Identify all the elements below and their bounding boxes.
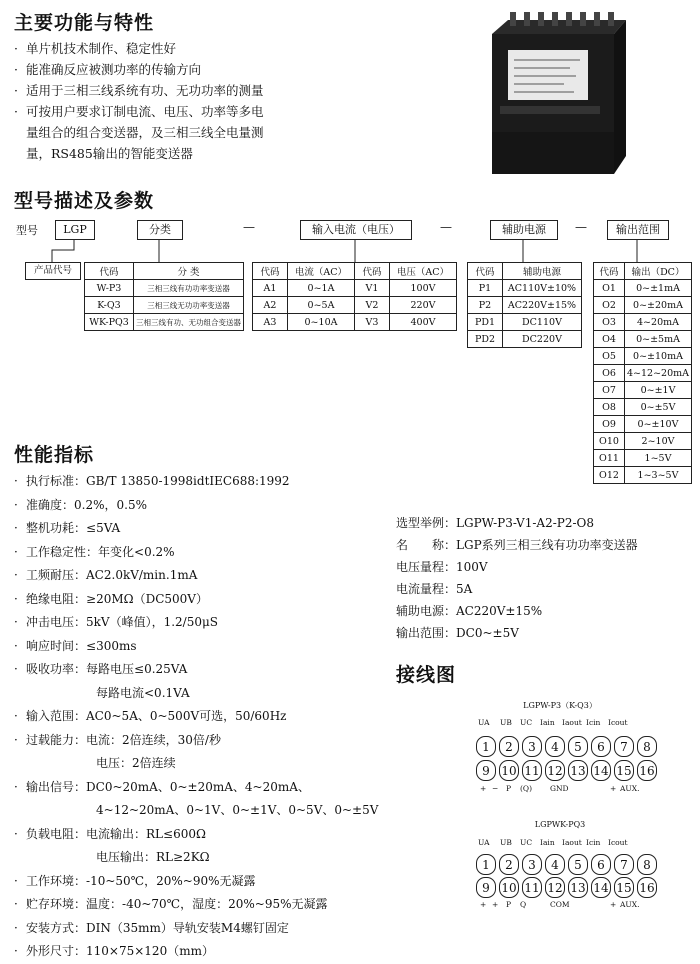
terminal: 5 [568,736,588,757]
terminal: 6 [591,736,611,757]
separator-dash: — [243,220,255,234]
terminal: 14 [591,760,611,781]
terminal-row-bottom [476,877,660,898]
feature-item: · 单片机技术制作、稳定性好 [14,41,177,56]
selection-item: 选型举例：LGPW-P3-V1-A2-P2-O8 [396,516,594,530]
terminal: 12 [545,760,565,781]
terminal: 10 [499,877,519,898]
separator-dash: — [440,220,452,234]
terminal: 8 [637,736,657,757]
separator-dash: — [575,220,587,234]
terminal-top-labels: UA UB UC Iain Iaout Icin Icout [478,718,628,727]
selection-example [396,512,696,644]
table-row: A2 0~5A V2 220V [253,297,457,314]
terminal: 14 [591,877,611,898]
table-row: O7 0~±1V [594,382,692,399]
table-row: O3 4~20mA [594,314,692,331]
terminal-row-bottom [476,760,660,781]
perf-item: · 绝缘电阻：≥20MΩ（DC500V） [14,591,208,606]
selection-item: 电流量程：5A [396,582,473,596]
model-box-lgp: LGP [55,220,95,240]
perf-item: · 输出信号：DC0~20mA、0~±20mA、4~20mA、 [14,779,310,794]
table-row: A3 0~10A V3 400V [253,314,457,331]
terminal-row-top [476,854,660,875]
table-row: W-P3 三相三线有功功率变送器 [85,280,244,297]
input-table: 代码 电流（AC） 代码 电压（AC） A1 0~1A V1 100V A2 0~5A V2 220V A3 0~10A V3 400V [252,262,457,331]
class-table: 代码 分 类 W-P3 三相三线有功功率变送器 K-Q3 三相三线无功功率变送器 WK-PQ3 三相三线有功、无功组合变送器 [84,262,244,331]
terminal: 4 [545,854,565,875]
selection-item: 名 称：LGP系列三相三线有功功率变送器 [396,538,638,552]
terminal: 7 [614,736,634,757]
table-row: O9 0~±10V [594,416,692,433]
terminal: 1 [476,854,496,875]
perf-item: · 冲击电压：5kV（峰值），1.2/50μS [14,615,219,629]
perf-item: · 准确度：0.2%，0.5% [14,497,147,512]
connector-lines [0,238,700,264]
terminal: 3 [522,736,542,757]
perf-item: · 工作稳定性：年变化<0.2% [14,544,175,559]
model-box-class: 分类 [137,220,183,240]
perf-item: · 负载电阻：电流输出：RL≤600Ω [14,826,206,841]
table-row: O2 0~±20mA [594,297,692,314]
output-table: 代码 输出（DC） O1 0~±1mA O2 0~±20mA O3 4~20mA O4 0~±5mA O5 0~±10mA O6 4~12~20mA O7 0~±1V O8 0~±5V O9 0~±10V O10 2~10V O11 1~5V O12 1~3~5V [593,262,692,484]
perf-title: 性能指标 [14,444,95,466]
table-row: O6 4~12~20mA [594,365,692,382]
table-row: O11 1~5V [594,450,692,467]
terminal: 9 [476,760,496,781]
table-row: PD1 DC110V [468,314,582,331]
table-row: O10 2~10V [594,433,692,450]
table-row: O4 0~±5mA [594,331,692,348]
perf-item: · 整机功耗：≤5VA [14,521,121,535]
wiring-diagram-2 [470,820,655,909]
table-row: O12 1~3~5V [594,467,692,484]
table-row: WK-PQ3 三相三线有功、无功组合变送器 [85,314,244,331]
table-row: P2 AC220V±15% [468,297,582,314]
product-code-box: 产品代号 [25,262,81,280]
terminal: 4 [545,736,565,757]
table-row: A1 0~1A V1 100V [253,280,457,297]
power-table: 代码 辅助电源 P1 AC110V±10% P2 AC220V±15% PD1 DC110V PD2 DC220V [467,262,582,348]
perf-item: · 响应时间：≤300ms [14,638,137,653]
terminal: 11 [522,877,542,898]
perf-item: · 吸收功率：每路电压≤0.25VA [14,662,188,676]
terminal: 2 [499,736,519,757]
model-label: 型号 [16,224,38,237]
terminal-top-labels: UA UB UC Iain Iaout Icin Icout [478,838,628,847]
selection-item: 输出范围：DC0~±5V [396,626,519,640]
table-row: PD2 DC220V [468,331,582,348]
perf-item: · 执行标准：GB/T 13850-1998idtIEC688:1992 [14,474,290,488]
perf-item: · 外形尺寸：110×75×120（mm） [14,944,214,958]
perf-item: · 输入范围：AC0~5A、0~500V可选，50/60Hz [14,709,287,723]
terminal: 6 [591,854,611,875]
perf-item: · 工作环境：-10~50℃，20%~90%无凝露 [14,873,256,888]
terminal: 11 [522,760,542,781]
terminal: 8 [637,854,657,875]
terminal: 2 [499,854,519,875]
terminal: 9 [476,877,496,898]
feature-item: · 可按用户要求订制电流、电压、功率等多电 [14,104,264,119]
feature-item: 量组合的组合变送器，及三相三线全电量测 [26,125,264,140]
table-row: K-Q3 三相三线无功功率变送器 [85,297,244,314]
perf-item: · 安装方式：DIN（35mm）导轨安装M4螺钉固定 [14,920,289,935]
terminal-bottom-labels: + − P (Q) GND + AUX. [480,784,640,793]
perf-item: 每路电流<0.1VA [96,685,190,700]
perf-item: 4~12~20mA、0~1V、0~±1V、0~5V、0~±5V [96,803,379,817]
perf-item: · 工频耐压：AC2.0kV/min.1mA [14,568,198,582]
table-row: P1 AC110V±10% [468,280,582,297]
terminal: 15 [614,760,634,781]
wiring-title: 接线图 [396,664,457,686]
selection-item: 电压量程：100V [396,560,488,574]
terminal-row-top [476,736,660,757]
table-row: O5 0~±10mA [594,348,692,365]
perf-item: 电压输出：RL≥2KΩ [96,850,210,864]
table-row: O1 0~±1mA [594,280,692,297]
transducer-device-photo-icon [480,6,630,178]
diagram-caption: LGPW-P3（K-Q3） [523,701,597,710]
perf-item: 电压：2倍连续 [96,756,176,770]
terminal: 1 [476,736,496,757]
terminal: 10 [499,760,519,781]
feature-item: · 能准确反应被测功率的传输方向 [14,62,202,77]
terminal: 5 [568,854,588,875]
features-list [14,38,344,164]
terminal: 7 [614,854,634,875]
terminal: 12 [545,877,565,898]
perf-list [14,470,404,964]
perf-item: · 过载能力：电流：2倍连续，30倍/秒 [14,732,221,747]
terminal: 13 [568,760,588,781]
perf-item: · 贮存环境：温度：-40~70℃，湿度：20%~95%无凝露 [14,897,328,911]
table-row: O8 0~±5V [594,399,692,416]
feature-item: · 适用于三相三线系统有功、无功功率的测量 [14,83,264,98]
terminal-bottom-labels: + + P Q COM + AUX. [480,900,640,909]
model-box-power: 辅助电源 [490,220,558,240]
terminal: 3 [522,854,542,875]
diagram-caption: LGPWK-PQ3 [534,820,586,829]
feature-item: 量，RS485输出的智能变送器 [26,146,193,161]
wiring-diagram-1 [470,700,655,793]
terminal: 16 [637,877,657,898]
selection-item: 辅助电源：AC220V±15% [396,604,543,618]
model-title: 型号描述及参数 [14,190,155,212]
model-box-input: 输入电流（电压） [300,220,412,240]
terminal: 16 [637,760,657,781]
terminal: 15 [614,877,634,898]
terminal: 13 [568,877,588,898]
features-title: 主要功能与特性 [14,12,155,34]
model-box-output: 输出范围 [607,220,669,240]
